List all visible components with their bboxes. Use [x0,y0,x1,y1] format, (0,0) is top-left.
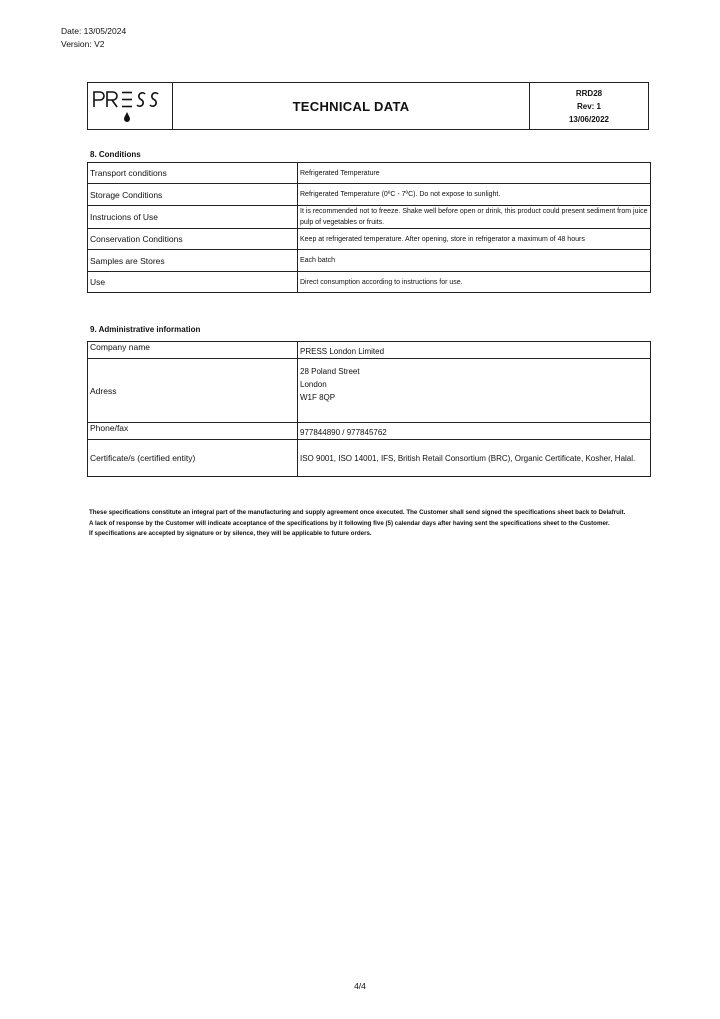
admin-heading: 9. Administrative information [90,325,201,334]
conditions-table [87,162,651,293]
row-label: Conservation Conditions [88,229,298,250]
press-logo [88,83,172,129]
table-row [88,272,651,293]
row-value: Keep at refrigerated temperature. After opening, store in refrigerator a maximum of 48 hours [298,229,651,250]
row-value: Each batch [298,250,651,272]
row-value: Direct consumption according to instructions for use. [298,272,651,293]
row-label: Instrucions of Use [88,206,298,229]
document-date: Date: 13/05/2024 [61,26,127,36]
revision-block [530,83,648,129]
specifications-notice [89,508,649,540]
document-code: RRD28 [575,88,603,98]
admin-table [87,341,651,477]
table-row [88,423,651,440]
row-label: Samples are Stores [88,250,298,272]
table-row [88,206,651,229]
row-label: Company name [88,342,298,359]
table-row [88,342,651,359]
revision-date: 13/06/2022 [568,114,610,124]
row-value: It is recommended not to freeze. Shake well before open or drink, this product could present sediment from juice pulp of vegetables or fruits. [298,206,651,229]
row-label: Adress [88,359,298,423]
table-row [88,359,651,423]
row-label: Phone/fax [88,423,298,440]
revision-number: Rev: 1 [576,101,601,111]
row-value: Refrigerated Temperature [298,163,651,184]
address-line: London [300,380,327,389]
address-line: W1F 8QP [300,393,336,402]
row-label: Use [88,272,298,293]
table-row [88,250,651,272]
row-label: Transport conditions [88,163,298,184]
table-row [88,163,651,184]
table-row [88,440,651,477]
logo-cell [88,83,173,129]
conditions-heading: 8. Conditions [90,150,141,159]
document-title: TECHNICAL DATA [173,83,530,129]
notice-line: A lack of response by the Customer will indicate acceptance of the specifications by it following five (5) calendar days after having sent the specifications sheet to the Customer. [89,519,610,527]
row-value: PRESS London Limited [298,342,651,359]
address-line: 28 Poland Street [300,367,360,376]
notice-line: These specifications constitute an integral part of the manufacturing and supply agreement once executed. The Customer shall send signed the specifications sheet back to Delafruit. [89,509,626,516]
drop-icon [124,112,130,122]
table-row [88,184,651,206]
row-value: ISO 9001, ISO 14001, IFS, British Retail Consortium (BRC), Organic Certificate, Kosher, Halal. [298,440,651,477]
document-version: Version: V2 [61,39,105,49]
page-number: 4/4 [354,981,366,991]
table-row [88,229,651,250]
row-value: Refrigerated Temperature (0ºC - 7ºC). Do not expose to sunlight. [298,184,651,206]
row-label: Storage Conditions [88,184,298,206]
row-label: Certificate/s (certified entity) [88,440,298,477]
row-value: 977844890 / 977845762 [298,423,651,440]
document-header [87,82,649,130]
notice-line: If specifications are accepted by signature or by silence, they will be applicable to future orders. [89,530,372,537]
address-value [298,359,651,423]
